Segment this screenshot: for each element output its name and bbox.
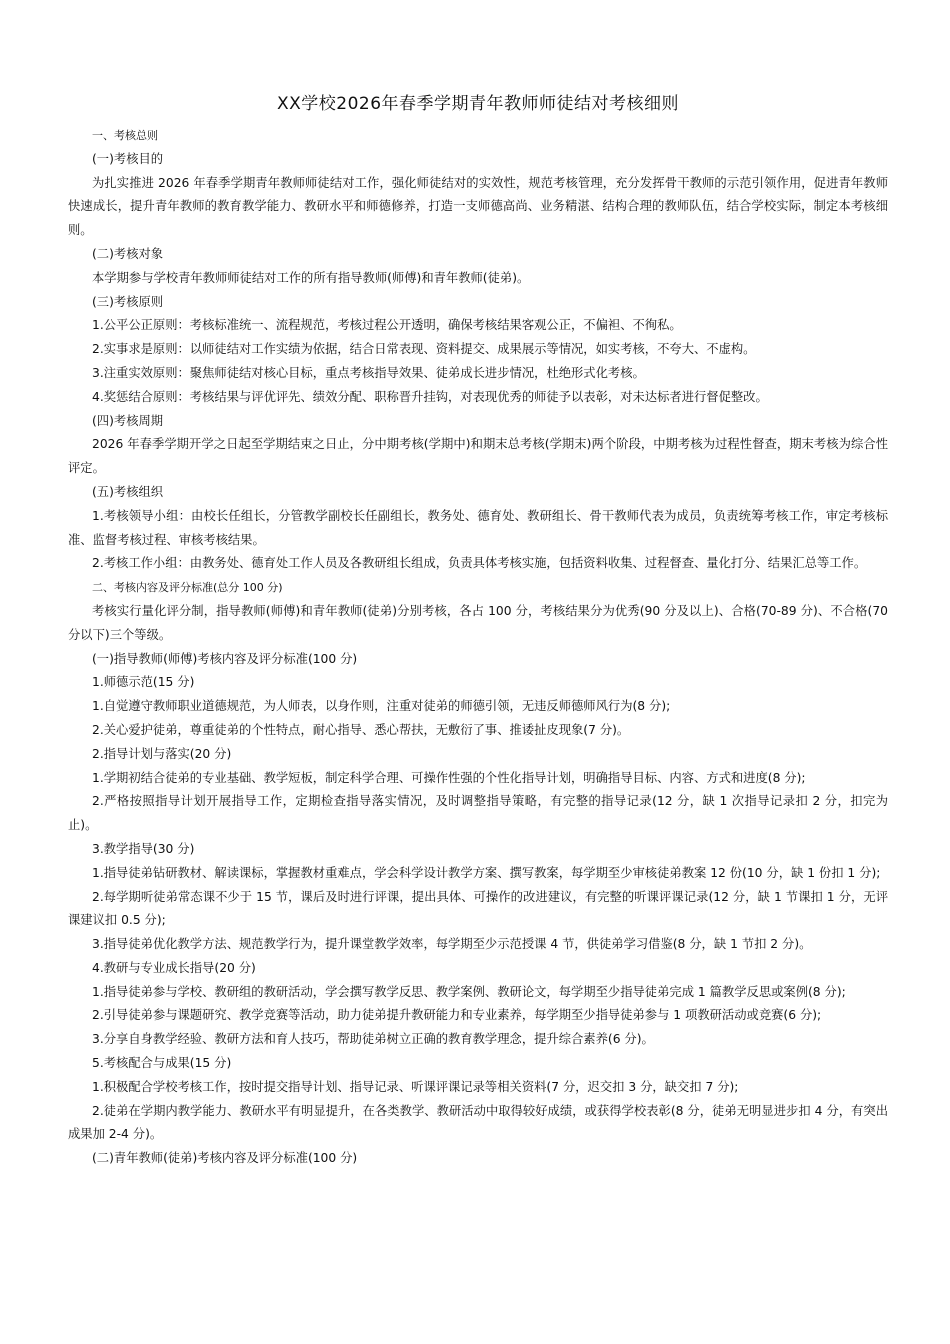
paragraph: 1.指导徒弟钻研教材、解读课标，掌握教材重难点，学会科学设计教学方案、撰写教案，每学期至少审核徒弟教案 12 份(10 分，缺 1 份扣 1 分); [92,865,881,880]
paragraph: 1.指导徒弟参与学校、教研组的教研活动，学会撰写教学反思、教学案例、教研论文，每学期至少指导徒弟完成 1 篇教学反思或案例(8 分); [92,984,846,999]
paragraph: 1.积极配合学校考核工作，按时提交指导计划、指导记录、听课评课记录等相关资料(7 分，迟交扣 3 分，缺交扣 7 分); [92,1079,739,1094]
paragraph: 为扎实推进 2026 年春季学期青年教师师徒结对工作，强化师徒结对的实效性，规范考核管理，充分发挥骨干教师的示范引领作用，促进青年教师快速成长，提升青年教师的教育教学能力、教研水平和师德修养，打造一支师德高尚、业务精湛、结构合理的教师队伍，结合学校实际，制定本考核细则。 [68,175,888,238]
paragraph: (五)考核组织 [92,484,164,499]
paragraph: 3.分享自身教学经验、教研方法和育人技巧，帮助徒弟树立正确的教育教学理念，提升综合素养(6 分)。 [92,1032,654,1047]
paragraph: 2.关心爱护徒弟，尊重徒弟的个性特点，耐心指导、悉心帮扶，无敷衍了事、推诿扯皮现象(7 分)。 [92,722,630,737]
paragraph: 2.指导计划与落实(20 分) [92,746,232,761]
paragraph: 考核实行量化评分制，指导教师(师傅)和青年教师(徒弟)分别考核，各占 100 分，考核结果分为优秀(90 分及以上)、合格(70-89 分)、不合格(70 分以下)三个等级。 [68,603,888,642]
paragraph: (一)考核目的 [92,151,164,166]
paragraph: 3.教学指导(30 分) [92,841,195,856]
paragraph: 1.公平公正原则：考核标准统一、流程规范，考核过程公开透明，确保考核结果客观公正，不偏袒、不徇私。 [92,318,682,333]
paragraph: 1.自觉遵守教师职业道德规范，为人师表，以身作则，注重对徒弟的师德引领，无违反师德师风行为(8 分); [92,699,671,714]
document-title: XX学校2026年春季学期青年教师师徒结对考核细则 [276,94,680,114]
paragraph: 1.考核领导小组：由校长任组长，分管教学副校长任副组长，教务处、德育处、教研组长、骨干教师代表为成员，负责统筹考核工作，审定考核标准、监督考核过程、审核考核结果。 [68,508,888,547]
paragraph: 2.徒弟在学期内教学能力、教研水平有明显提升，在各类教学、教研活动中取得较好成绩，或获得学校表彰(8 分，徒弟无明显进步扣 4 分，有突出成果加 2-4 分)。 [68,1103,888,1142]
paragraph: 3.注重实效原则：聚焦师徒结对核心目标，重点考核指导效果、徒弟成长进步情况，杜绝形式化考核。 [92,365,645,380]
paragraph: 1.学期初结合徒弟的专业基础、教学短板，制定科学合理、可操作性强的个性化指导计划，明确指导目标、内容、方式和进度(8 分); [92,770,806,785]
paragraph: 一、考核总则 [92,129,158,142]
paragraph: 二、考核内容及评分标准(总分 100 分) [92,581,283,595]
paragraph: (一)指导教师(师傅)考核内容及评分标准(100 分) [92,651,358,666]
document-page [68,92,888,1171]
document-body [68,124,888,1171]
paragraph: 2.实事求是原则：以师徒结对工作实绩为依据，结合日常表现、资料提交、成果展示等情况，如实考核，不夸大、不虚构。 [92,342,756,357]
paragraph: (三)考核原则 [92,294,164,309]
paragraph: 2.严格按照指导计划开展指导工作，定期检查指导落实情况，及时调整指导策略，有完整的指导记录(12 分，缺 1 次指导记录扣 2 分，扣完为止)。 [68,794,888,833]
paragraph: 4.教研与专业成长指导(20 分) [92,960,256,975]
paragraph: 5.考核配合与成果(15 分) [92,1056,232,1071]
paragraph: 3.指导徒弟优化教学方法、规范教学行为，提升课堂教学效率，每学期至少示范授课 4 节，供徒弟学习借鉴(8 分，缺 1 节扣 2 分)。 [92,937,812,952]
paragraph: (二)青年教师(徒弟)考核内容及评分标准(100 分) [92,1151,358,1166]
paragraph: (二)考核对象 [92,246,164,261]
paragraph: 2026 年春季学期开学之日起至学期结束之日止，分中期考核(学期中)和期末总考核(学期末)两个阶段，中期考核为过程性督查，期末考核为综合性评定。 [68,437,888,476]
paragraph: 4.奖惩结合原则：考核结果与评优评先、绩效分配、职称晋升挂钩，对表现优秀的师徒予以表彰，对未达标者进行督促整改。 [92,389,768,404]
paragraph: 1.师德示范(15 分) [92,675,195,690]
paragraph: (四)考核周期 [92,413,164,428]
paragraph: 2.引导徒弟参与课题研究、教学竞赛等活动，助力徒弟提升教研能力和专业素养，每学期至少指导徒弟参与 1 项教研活动或竞赛(6 分); [92,1008,822,1023]
paragraph: 本学期参与学校青年教师师徒结对工作的所有指导教师(师傅)和青年教师(徒弟)。 [92,270,530,285]
paragraph: 2.每学期听徒弟常态课不少于 15 节，课后及时进行评课，提出具体、可操作的改进建议，有完整的听课评课记录(12 分，缺 1 节课扣 1 分，无评课建议扣 0.5 分); [68,889,888,928]
paragraph: 2.考核工作小组：由教务处、德育处工作人员及各教研组长组成，负责具体考核实施，包括资料收集、过程督查、量化打分、结果汇总等工作。 [92,556,867,571]
